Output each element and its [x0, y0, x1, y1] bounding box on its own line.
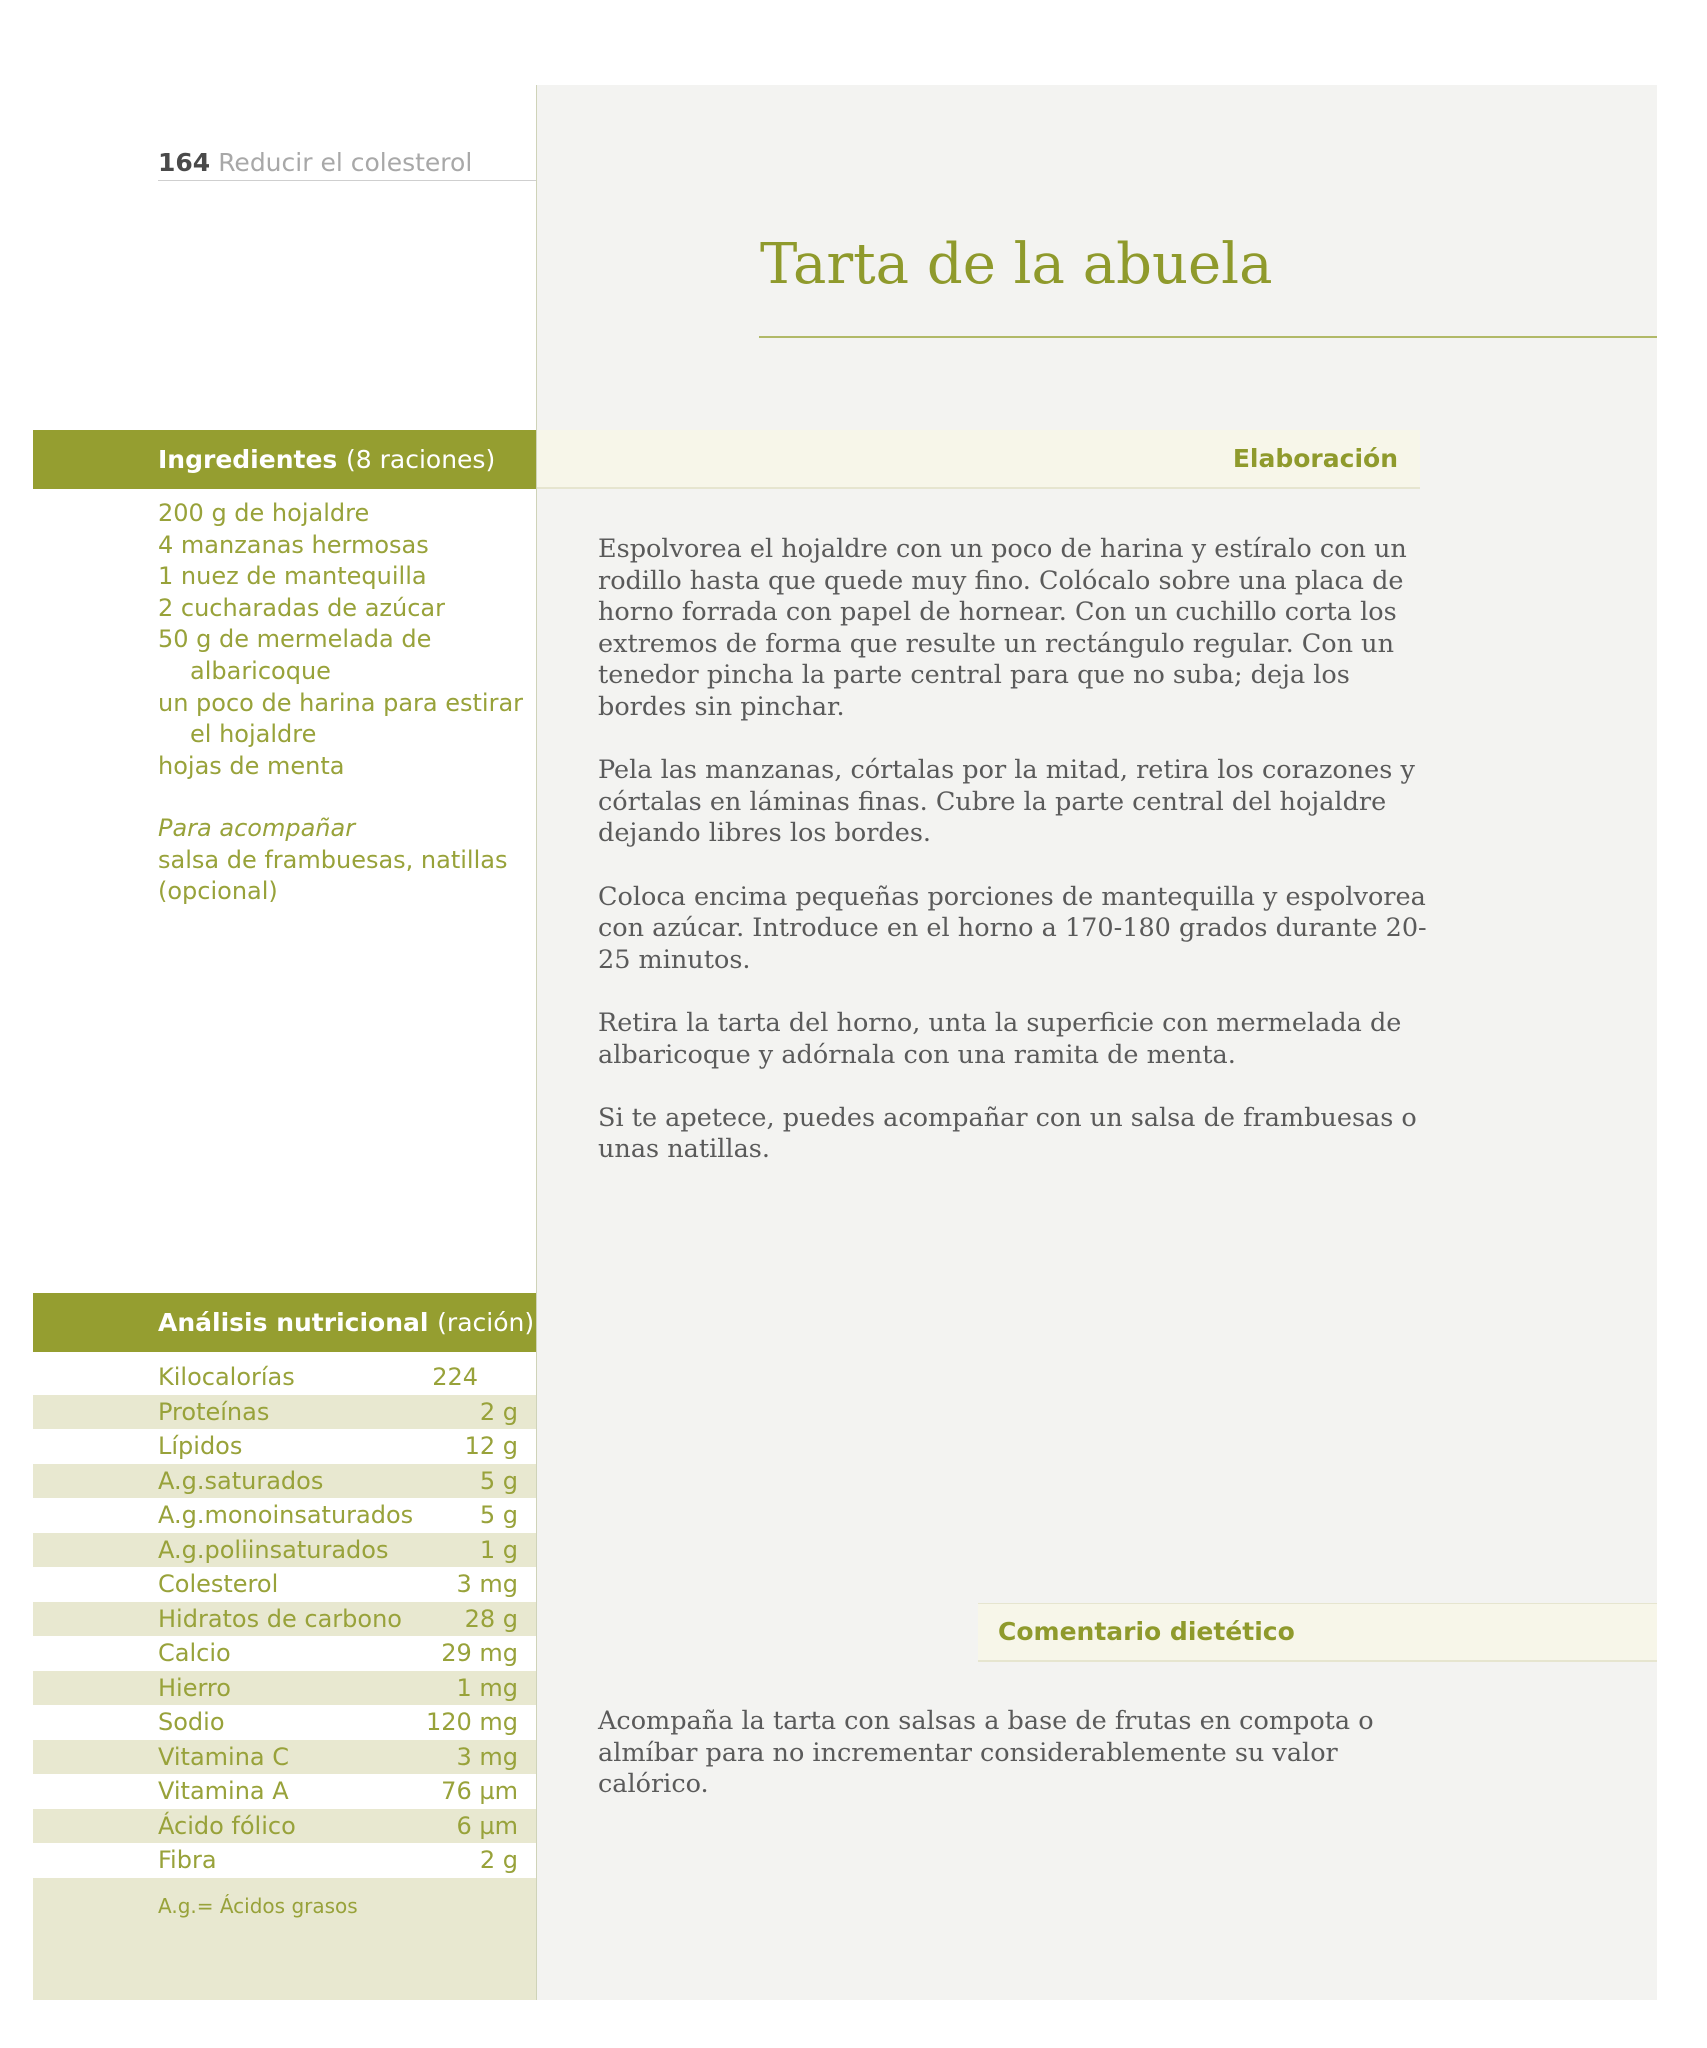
nutrient-name: Vitamina C	[158, 1742, 290, 1771]
ingredient-item: 50 g de mermelada de albaricoque	[158, 625, 432, 685]
nutrient-value: 5 g	[479, 1466, 518, 1495]
table-row	[33, 1498, 536, 1533]
nutrient-value: 3 mg	[456, 1570, 518, 1598]
nutrient-name: Fibra	[158, 1846, 217, 1874]
table-row	[33, 1809, 536, 1844]
table-row	[33, 1671, 536, 1706]
nutrient-value: 1 mg	[456, 1673, 518, 1702]
accompaniment	[158, 813, 528, 908]
ingredient-item: 200 g de hojaldre	[158, 499, 370, 527]
preparation-header	[537, 430, 1420, 489]
table-row	[33, 1705, 536, 1740]
nutrient-name: A.g.poliinsaturados	[158, 1535, 389, 1564]
ingredient-item: 4 manzanas hermosas	[158, 530, 429, 559]
nutrient-name: Sodio	[158, 1708, 225, 1736]
nutrient-value: 12 g	[464, 1432, 518, 1460]
nutrient-value: 2 g	[479, 1846, 518, 1874]
nutrient-value: 6 µm	[456, 1811, 518, 1840]
table-row	[33, 1843, 536, 1878]
table-row	[33, 1636, 536, 1671]
diet-comment-heading: Comentario dietético	[998, 1617, 1295, 1646]
nutrition-table	[33, 1360, 536, 1878]
preparation-step: Retira la tarta del horno, unta la superficie con mermelada de albaricoque y adórnala con una ramita de menta.	[598, 1007, 1402, 1070]
nutrient-value: 29 mg	[441, 1639, 518, 1667]
table-row	[33, 1774, 536, 1809]
preparation-steps	[598, 534, 1428, 1197]
table-row	[33, 1740, 536, 1775]
preparation-heading: Elaboración	[1232, 444, 1398, 473]
nutrient-value: 5 g	[479, 1501, 518, 1529]
running-header	[158, 146, 536, 181]
ingredient-list	[158, 498, 528, 782]
title-rule	[759, 336, 1657, 338]
ingredient-item: hojas de menta	[158, 751, 345, 780]
nutrient-name: Calcio	[158, 1639, 231, 1667]
column-divider	[536, 85, 537, 2000]
nutrient-name: Hidratos de carbono	[158, 1604, 402, 1633]
preparation-step: Coloca encima pequeñas porciones de mantequilla y espolvorea con azúcar. Introduce en el horno a 170-180 grados durante 20-25 minutos.	[598, 881, 1427, 975]
page-number: 164	[158, 148, 211, 177]
table-row	[33, 1464, 536, 1499]
nutrient-value: 1 g	[479, 1535, 518, 1564]
diet-comment-text: Acompaña la tarta con salsas a base de frutas en compota o almíbar para no incrementar considerablemente su valor calórico.	[598, 1706, 1374, 1800]
nutrition-basis: (ración)	[437, 1308, 535, 1337]
nutrient-value: 3 mg	[456, 1742, 518, 1771]
nutrient-value: 2 g	[479, 1397, 518, 1426]
nutrient-name: Ácido fólico	[158, 1811, 296, 1840]
nutrient-name: Kilocalorías	[158, 1363, 295, 1391]
table-row	[33, 1602, 536, 1637]
nutrient-name: Lípidos	[158, 1432, 243, 1460]
nutrient-name: A.g.saturados	[158, 1466, 324, 1495]
nutrition-footnote-area	[33, 1878, 536, 2000]
nutrition-header	[33, 1293, 536, 1352]
ingredient-item: un poco de harina para estirar el hojaldre	[158, 688, 524, 749]
nutrition-footnote: A.g.= Ácidos grasos	[158, 1894, 358, 1918]
nutrient-name: Hierro	[158, 1673, 231, 1702]
nutrition-heading: Análisis nutricional	[158, 1308, 429, 1337]
nutrient-value: 76 µm	[441, 1777, 518, 1805]
nutrient-name: Vitamina A	[158, 1777, 289, 1805]
table-row	[33, 1360, 536, 1395]
nutrient-value: 120 mg	[425, 1708, 518, 1736]
nutrient-value: 28 g	[464, 1604, 518, 1633]
nutrient-name: A.g.monoinsaturados	[158, 1501, 414, 1529]
table-row	[33, 1567, 536, 1602]
ingredients-servings: (8 raciones)	[346, 445, 496, 474]
section-label: Reducir el colesterol	[218, 148, 473, 177]
accompaniment-label: Para acompañar	[158, 814, 356, 842]
ingredient-item: 1 nuez de mantequilla	[158, 562, 427, 591]
ingredient-item: 2 cucharadas de azúcar	[158, 593, 445, 622]
table-row	[33, 1429, 536, 1464]
diet-comment-header	[978, 1603, 1657, 1662]
accompaniment-text: salsa de frambuesas, natillas (opcional)	[158, 845, 508, 906]
ingredients-heading: Ingredientes	[158, 445, 338, 474]
nutrient-name: Colesterol	[158, 1570, 279, 1598]
preparation-step: Pela las manzanas, córtalas por la mitad, retira los corazones y córtalas en láminas finas. Cubre la parte central del hojaldre dejando libres los bordes.	[598, 755, 1415, 849]
nutrient-name: Proteínas	[158, 1397, 270, 1426]
table-row	[33, 1395, 536, 1430]
preparation-step: Si te apetece, puedes acompañar con un salsa de frambuesas o unas natillas.	[598, 1102, 1417, 1165]
ingredients-header	[33, 430, 536, 489]
preparation-step: Espolvorea el hojaldre con un poco de harina y estíralo con un rodillo hasta que quede muy fino. Colócalo sobre una placa de horno forrada con papel de hornear. Con un cuchillo corta los extremos de forma que resulte un rectángulo regular. Con un tenedor pincha la parte central para que no suba; deja los bordes sin pinchar.	[598, 534, 1407, 722]
recipe-title: Tarta de la abuela	[760, 232, 1273, 297]
nutrient-value: 224	[432, 1363, 478, 1391]
table-row	[33, 1533, 536, 1568]
